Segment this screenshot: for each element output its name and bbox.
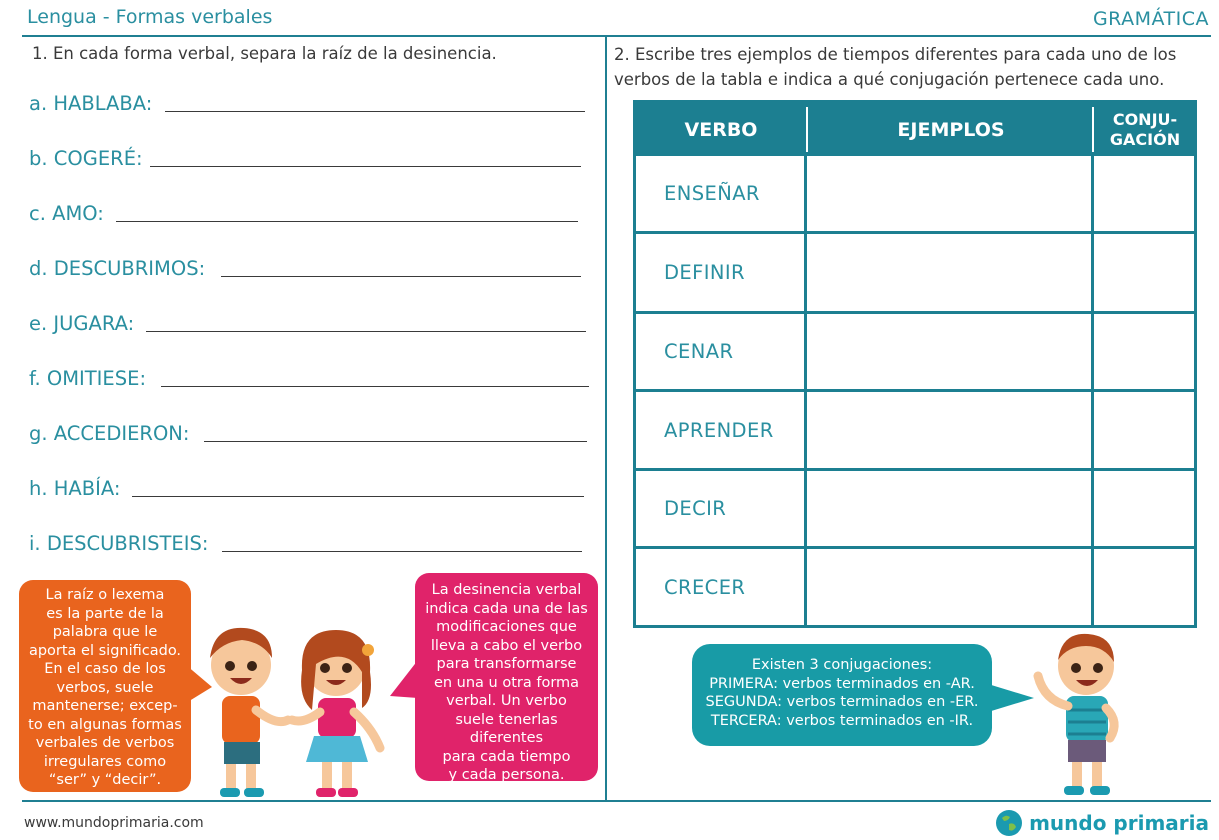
answer-label: b. COGERÉ: bbox=[29, 147, 143, 170]
answer-label: h. HABÍA: bbox=[29, 477, 121, 500]
exercise-1-instruction: 1. En cada forma verbal, separa la raíz de la desinencia. bbox=[32, 44, 497, 63]
answer-label: c. AMO: bbox=[29, 202, 104, 225]
page-title: Lengua - Formas verbales bbox=[27, 6, 273, 28]
header-divider bbox=[22, 35, 1211, 37]
table-row[interactable] bbox=[636, 471, 1194, 549]
column-line bbox=[804, 156, 807, 625]
brand-logo[interactable] bbox=[995, 809, 1209, 837]
answer-line-i[interactable] bbox=[29, 532, 208, 555]
answer-rule[interactable] bbox=[204, 441, 587, 443]
header-ejemplos: EJEMPLOS bbox=[897, 118, 1005, 141]
answer-line-b[interactable] bbox=[29, 147, 143, 170]
answer-line-d[interactable] bbox=[29, 257, 205, 280]
answer-rule[interactable] bbox=[132, 496, 584, 498]
verb-cell: APRENDER bbox=[664, 418, 774, 442]
desinencia-speech-bubble: La desinencia verbal indica cada una de las modificaciones que lleva a cabo el verbo para transformarse en una u otra forma verbal. Un verbo suele tenerlas diferentes para cada tiempo y cada persona. bbox=[415, 573, 598, 781]
verb-cell: CENAR bbox=[664, 340, 734, 363]
answer-rule[interactable] bbox=[146, 331, 586, 333]
raiz-speech-bubble: La raíz o lexema es la parte de la palabra que le aporta el significado. En el caso de los verbos, suele mantenerse; excep- to en algunas formas verbales de verbos irregulares como “ser” y “decir”. bbox=[19, 580, 191, 792]
answer-label: d. DESCUBRIMOS: bbox=[29, 257, 206, 280]
footer-url[interactable]: www.mundoprimaria.com bbox=[24, 815, 204, 831]
subject-label: GRAMÁTICA bbox=[1092, 8, 1209, 30]
answer-rule[interactable] bbox=[161, 386, 589, 388]
verb-table bbox=[633, 100, 1197, 628]
answer-line-h[interactable] bbox=[29, 477, 120, 500]
answer-line-e[interactable] bbox=[29, 312, 134, 335]
table-row[interactable] bbox=[636, 549, 1194, 625]
boy-thumbs-up-illustration bbox=[1024, 626, 1134, 802]
answer-line-a[interactable] bbox=[29, 92, 152, 115]
table-row[interactable] bbox=[636, 234, 1194, 314]
answer-label: g. ACCEDIERON: bbox=[29, 422, 190, 445]
exercise-2-instruction: 2. Escribe tres ejemplos de tiempos diferentes para cada uno de los verbos de la tabla e indica a qué conjugación pertenece cada uno. bbox=[614, 45, 1177, 89]
answer-line-g[interactable] bbox=[29, 422, 189, 445]
answer-label: e. JUGARA: bbox=[29, 312, 135, 335]
column-divider bbox=[605, 37, 607, 800]
table-row[interactable] bbox=[636, 392, 1194, 471]
answer-rule[interactable] bbox=[150, 166, 581, 168]
answer-line-c[interactable] bbox=[29, 202, 104, 225]
header-divider bbox=[1092, 107, 1094, 152]
answer-line-f[interactable] bbox=[29, 367, 146, 390]
answer-rule[interactable] bbox=[221, 276, 581, 278]
table-header bbox=[636, 103, 1194, 156]
globe-icon bbox=[995, 809, 1023, 837]
answer-rule[interactable] bbox=[222, 551, 582, 553]
answer-label: i. DESCUBRISTEIS: bbox=[29, 532, 209, 555]
answer-rule[interactable] bbox=[165, 111, 585, 113]
verb-cell: CRECER bbox=[664, 575, 746, 599]
header-verbo: VERBO bbox=[684, 118, 758, 141]
children-shaking-hands-illustration bbox=[196, 620, 396, 802]
table-row[interactable] bbox=[636, 314, 1194, 392]
verb-cell: DECIR bbox=[664, 497, 727, 520]
verb-cell: ENSEÑAR bbox=[664, 182, 760, 205]
answer-label: a. HABLABA: bbox=[29, 92, 153, 115]
answer-rule[interactable] bbox=[116, 221, 578, 223]
column-line bbox=[1091, 156, 1094, 625]
table-row[interactable] bbox=[636, 156, 1194, 234]
conjugaciones-speech-bubble: Existen 3 conjugaciones: PRIMERA: verbos terminados en -AR. SEGUNDA: verbos terminados en -ER. TERCERA: verbos terminados en -IR. bbox=[692, 644, 992, 746]
verb-cell: DEFINIR bbox=[664, 261, 745, 284]
brand-name: mundo primaria bbox=[1029, 811, 1209, 835]
answer-label: f. OMITIESE: bbox=[29, 367, 147, 390]
header-conjugacion: CONJU- GACIÓN bbox=[1109, 109, 1181, 149]
